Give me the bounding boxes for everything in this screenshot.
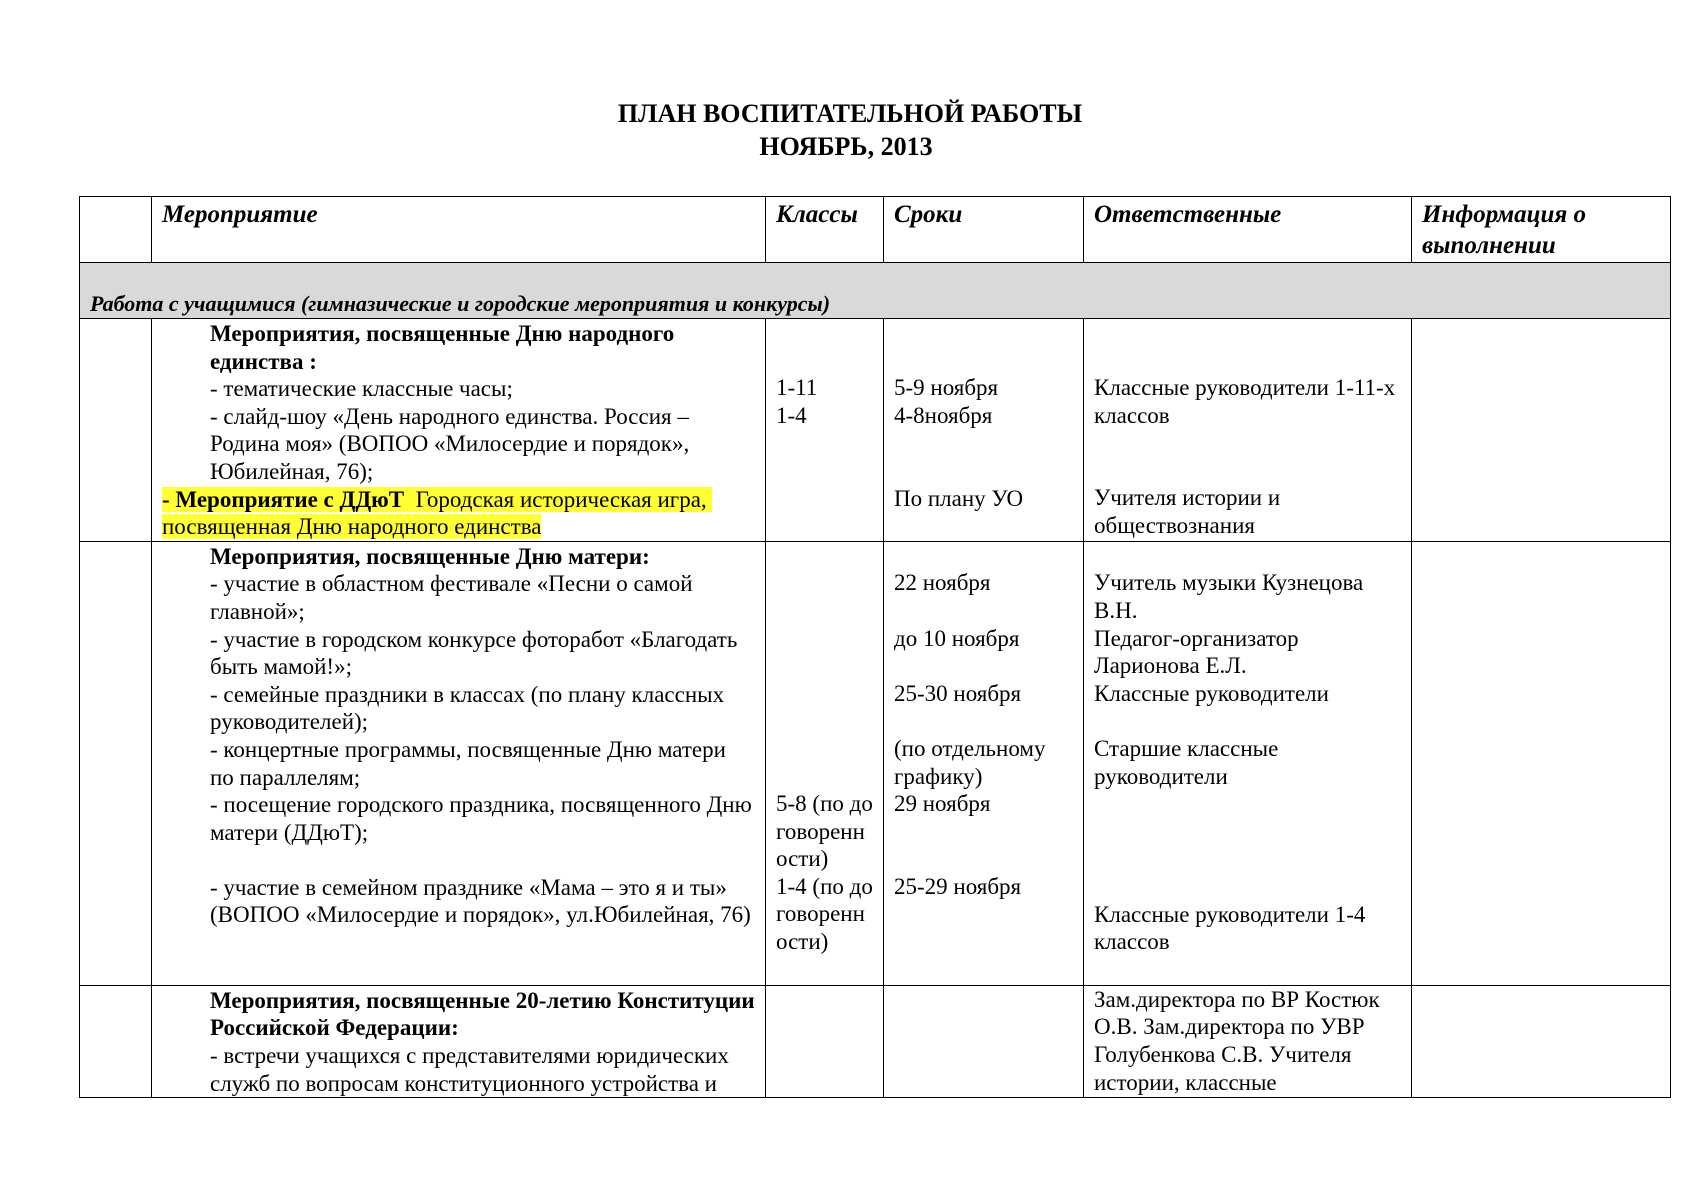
event-heading: Мероприятия, посвященные 20-летию Конституции Российской Федерации:: [210, 987, 755, 1041]
event-item: - тематические классные часы;: [210, 376, 513, 402]
classes-cell: [766, 985, 884, 1097]
document-subtitle: НОЯБРЬ, 2013: [759, 132, 933, 161]
event-item: - концертные программы, посвященные Дню матери по параллелям;: [210, 736, 726, 790]
responsible-cell: [1084, 319, 1412, 542]
classes-value: 1-11: [776, 375, 818, 401]
date-value: 29 ноября: [894, 791, 991, 817]
plan-table: [79, 196, 1671, 1098]
dates-cell: [884, 319, 1084, 542]
date-value: 5-9 ноября: [894, 375, 999, 401]
section-title: Работа с учащимися (гимназические и городские мероприятия и конкурсы): [80, 263, 1671, 319]
event-item: - семейные праздники в классах (по плану классных руководителей);: [210, 681, 725, 735]
row-number-cell: [80, 319, 152, 542]
row-number-cell: [80, 541, 152, 985]
event-item: - встречи учащихся с представителями юридических служб по вопросам конституционного устройства и: [210, 1042, 729, 1096]
responsible-value: Классные руководители 1-4 классов: [1094, 901, 1366, 955]
event-item: - участие в областном фестивале «Песни о самой главной»;: [210, 571, 693, 624]
responsible-cell: [1084, 541, 1412, 985]
highlighted-event-text: Городская историческая игра, посвященная Дню народного единства: [162, 486, 713, 540]
classes-value: 1-4: [776, 402, 807, 428]
highlighted-event: [162, 486, 755, 541]
header-info: Информация о выполнении: [1412, 197, 1671, 263]
row-number-cell: [80, 985, 152, 1097]
date-value: 22 ноября: [894, 570, 991, 596]
dates-cell: [884, 985, 1084, 1097]
info-cell: [1412, 319, 1671, 542]
event-cell: [152, 541, 766, 985]
table-row: [80, 985, 1671, 1097]
date-value: 25-30 ноября: [894, 680, 1022, 706]
header-responsible: Ответственные: [1084, 197, 1412, 263]
header-event: Мероприятие: [152, 197, 766, 263]
dates-cell: [884, 541, 1084, 985]
responsible-value: Классные руководители: [1094, 680, 1329, 706]
responsible-value: Учителя истории и обществознания: [1094, 485, 1281, 538]
header-dates: Сроки: [884, 197, 1084, 263]
event-heading: Мероприятия, посвященные Дню народного единства :: [210, 321, 675, 374]
responsible-value: Педагог-организатор Ларионова Е.Л.: [1094, 625, 1299, 679]
classes-cell: [766, 541, 884, 985]
info-cell: [1412, 985, 1671, 1097]
header-row: [80, 197, 1671, 263]
section-row: [80, 263, 1671, 319]
responsible-cell: [1084, 985, 1412, 1097]
info-cell: [1412, 541, 1671, 985]
responsible-value: Старшие классные руководители: [1094, 735, 1279, 789]
document-title: ПЛАН ВОСПИТАТЕЛЬНОЙ РАБОТЫ: [617, 99, 1083, 128]
date-value: 4-8ноября: [894, 402, 993, 428]
event-item: - участие в городском конкурсе фоторабот «Благодать быть мамой!»;: [210, 626, 738, 680]
date-value: По плану УО: [894, 485, 1024, 511]
event-item: - посещение городского праздника, посвященного Дню матери (ДДюТ);: [210, 792, 752, 845]
date-value: 25-29 ноября: [894, 873, 1022, 899]
classes-value: 1-4 (по договоренности): [776, 873, 873, 955]
classes-value: 5-8 (по договоренности): [776, 791, 873, 872]
event-cell: [152, 319, 766, 542]
event-heading: Мероприятия, посвященные Дню матери:: [210, 543, 650, 569]
date-value: (по отдельному графику): [894, 735, 1046, 789]
event-cell: [152, 985, 766, 1097]
header-classes: Классы: [766, 197, 884, 263]
table-row: [80, 319, 1671, 542]
responsible-value: Учитель музыки Кузнецова В.Н.: [1094, 570, 1364, 623]
highlighted-event-bold: - Мероприятие с ДДюТ: [162, 486, 405, 512]
responsible-value: Классные руководители 1-11-х классов: [1094, 375, 1396, 428]
event-item: - слайд-шоу «День народного единства. Россия – Родина моя» (ВОПОО «Милосердие и порядок», Юбилейная, 76);: [210, 403, 690, 484]
event-item: - участие в семейном празднике «Мама – это я и ты» (ВОПОО «Милосердие и порядок», ул.Юбилейная, 76): [210, 874, 751, 928]
classes-cell: [766, 319, 884, 542]
date-value: до 10 ноября: [894, 625, 1020, 651]
header-number: [80, 197, 152, 263]
table-row: [80, 541, 1671, 985]
responsible-value: Зам.директора по ВР Костюк О.В. Зам.директора по УВР Голубенкова С.В. Учителя истории, классные: [1094, 986, 1380, 1095]
